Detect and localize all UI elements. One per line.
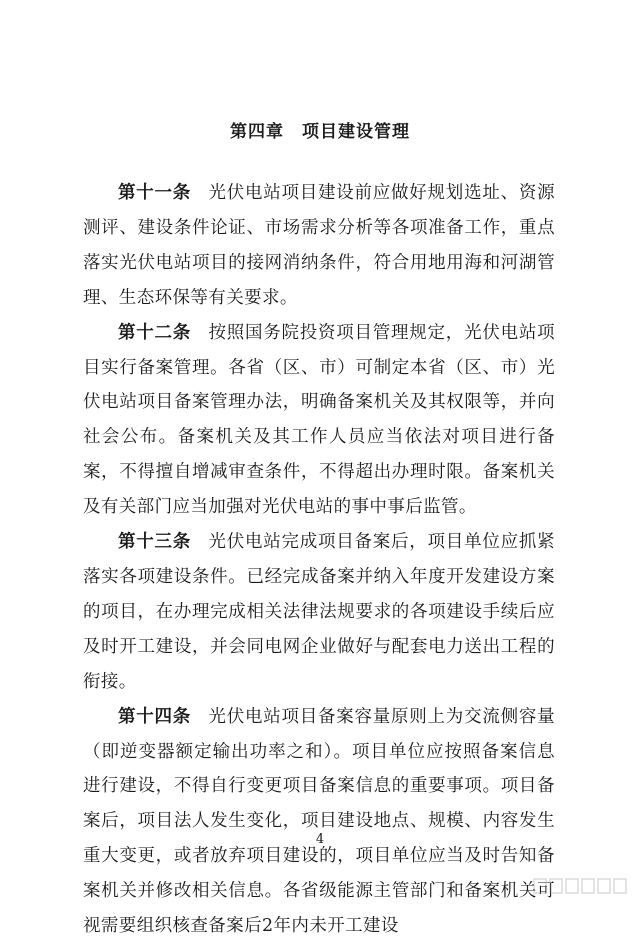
article-text: 按照国务院投资项目管理规定，光伏电站项目实行备案管理。各省（区、市）可制定本省（区、市）光伏电站项目备案管理办法，明确备案机关及其权限等，并向社会公布。备案机关及其工作人员应当依法对项目进行备案，不得擅自增减审查条件，不得超出办理时限。备案机关及有关部门应当加强对光伏电站的事中事后监管。: [83, 322, 555, 518]
article-text: 光伏电站项目备案容量原则上为交流侧容量（即逆变器额定输出功率之和）。项目单位应按照备案信息进行建设，不得自行变更项目备案信息的重要事项。项目备案后，项目法人发生变化，项目建设地点、规模、内容发生重大变更，或者放弃项目建设的，项目单位应当及时告知备案机关并修改相关信息。各省级能源主管部门和备案机关可视需要组织核查备案后2年内未开工建设: [83, 706, 555, 937]
article-number: 第十三条: [118, 532, 192, 553]
article-number: 第十一条: [118, 183, 192, 203]
chapter-title: 第四章 项目建设管理: [230, 122, 410, 142]
article-number: 第十四条: [118, 706, 192, 727]
page-number: 4: [315, 832, 325, 847]
article-13: [83, 525, 555, 700]
article-14: [83, 700, 555, 944]
article-text: 光伏电站完成项目备案后，项目单位应抓紧落实各项建设条件。已经完成备案并纳入年度开发建设方案的项目，在办理完成相关法律法规要求的各项建设手续后应及时开工建设，并会同电网企业做好与配套电力送出工程的衔接。: [83, 532, 555, 692]
document-body: [83, 176, 555, 944]
article-text: 光伏电站项目建设前应做好规划选址、资源测评、建设条件论证、市场需求分析等各项准备工作，重点落实光伏电站项目的接网消纳条件，符合用地用海和河湖管理、生态环保等有关要求。: [83, 183, 555, 308]
article-number: 第十二条: [118, 322, 192, 343]
site-watermark-logo-icon: [532, 873, 632, 899]
article-11: [83, 176, 555, 316]
article-12: [83, 316, 555, 525]
